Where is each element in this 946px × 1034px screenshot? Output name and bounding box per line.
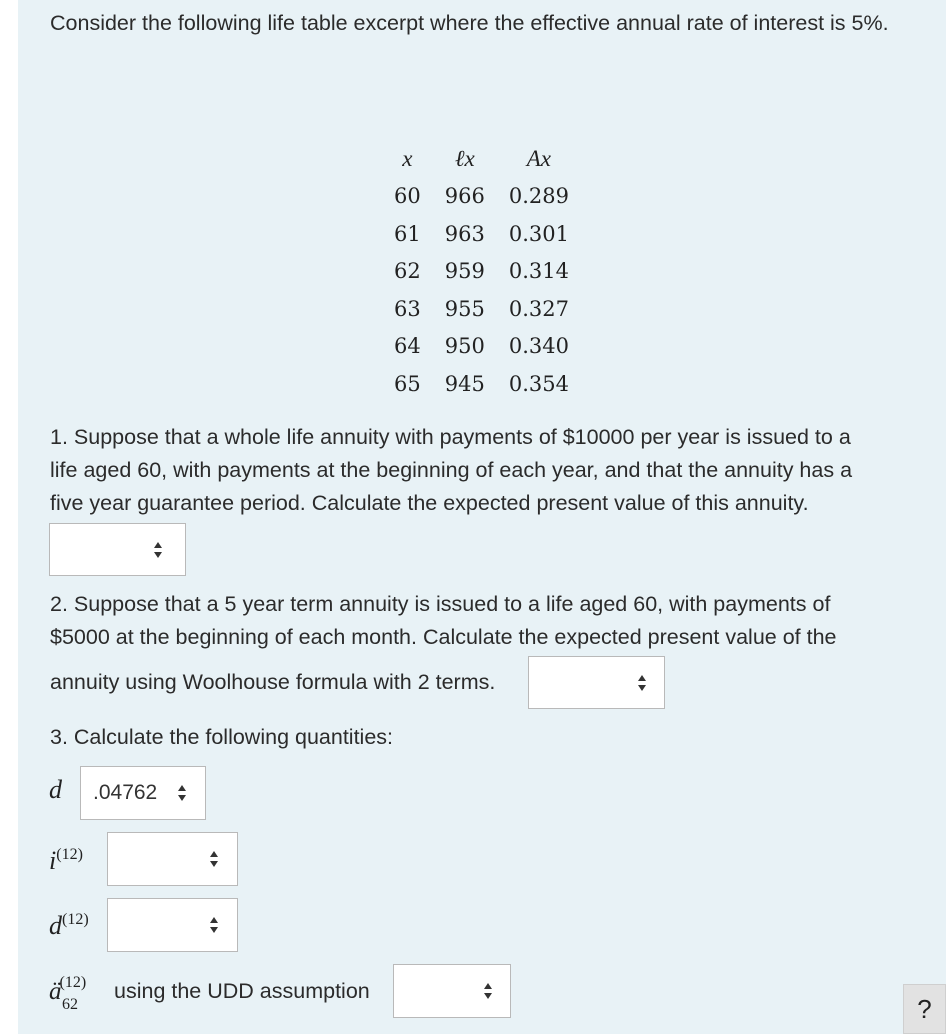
q2-line1: 2. Suppose that a 5 year term annuity is issued to a life aged 60, with payments of bbox=[50, 592, 831, 616]
i12-label: $i^{(12)}$ bbox=[49, 846, 83, 875]
updown-arrow-icon bbox=[209, 850, 219, 868]
d12-label: $d^{(12)}$ bbox=[49, 911, 89, 940]
q3-heading: 3. Calculate the following quantities: bbox=[50, 725, 394, 749]
table-row: 63 955 0.327 bbox=[394, 296, 569, 321]
header-x: x bbox=[402, 145, 413, 171]
annuity-answer-select[interactable] bbox=[393, 964, 511, 1018]
d12-answer-select[interactable] bbox=[107, 898, 238, 952]
table-row: 65 945 0.354 bbox=[394, 371, 569, 396]
q2-line3: annuity using Woolhouse formula with 2 terms. bbox=[50, 670, 496, 694]
q1-answer-select[interactable] bbox=[49, 523, 186, 576]
q1-line3: five year guarantee period. Calculate the expected present value of this annuity. bbox=[50, 491, 809, 515]
d-answer-value: .04762 bbox=[93, 781, 158, 804]
header-lx: ℓx bbox=[454, 145, 475, 171]
help-button[interactable]: ? bbox=[903, 984, 946, 1034]
d-answer-select[interactable] bbox=[80, 766, 206, 820]
q2-line2: $5000 at the beginning of each month. Calculate the expected present value of the bbox=[50, 625, 837, 649]
table-header-row bbox=[382, 140, 581, 178]
table-row: 61 963 0.301 bbox=[394, 221, 569, 246]
updown-arrow-icon bbox=[177, 784, 187, 802]
q2-answer-select[interactable] bbox=[528, 656, 665, 709]
updown-arrow-icon bbox=[483, 982, 493, 1000]
annuity-due-subscript: 62 bbox=[62, 996, 78, 1013]
table-row: 60 966 0.289 bbox=[394, 184, 569, 209]
updown-arrow-icon bbox=[209, 916, 219, 934]
updown-arrow-icon bbox=[637, 674, 647, 692]
header-ax: Ax bbox=[526, 145, 552, 171]
intro-text: Consider the following life table excerpt where the effective annual rate of interest is 5%. bbox=[50, 11, 889, 35]
d-label: d bbox=[49, 775, 62, 804]
updown-arrow-icon bbox=[153, 541, 163, 559]
q1-line2: life aged 60, with payments at the beginning of each year, and that the annuity has a bbox=[50, 458, 853, 482]
table-row: 64 950 0.340 bbox=[394, 334, 569, 359]
annuity-due-label: $ä^{(12)}$ bbox=[49, 974, 87, 1005]
q1-line1: 1. Suppose that a whole life annuity with payments of $10000 per year is issued to a bbox=[50, 425, 851, 449]
udd-text: using the UDD assumption bbox=[114, 979, 370, 1003]
i12-answer-select[interactable] bbox=[107, 832, 238, 886]
table-row: 62 959 0.314 bbox=[394, 259, 569, 284]
life-table bbox=[382, 140, 581, 403]
